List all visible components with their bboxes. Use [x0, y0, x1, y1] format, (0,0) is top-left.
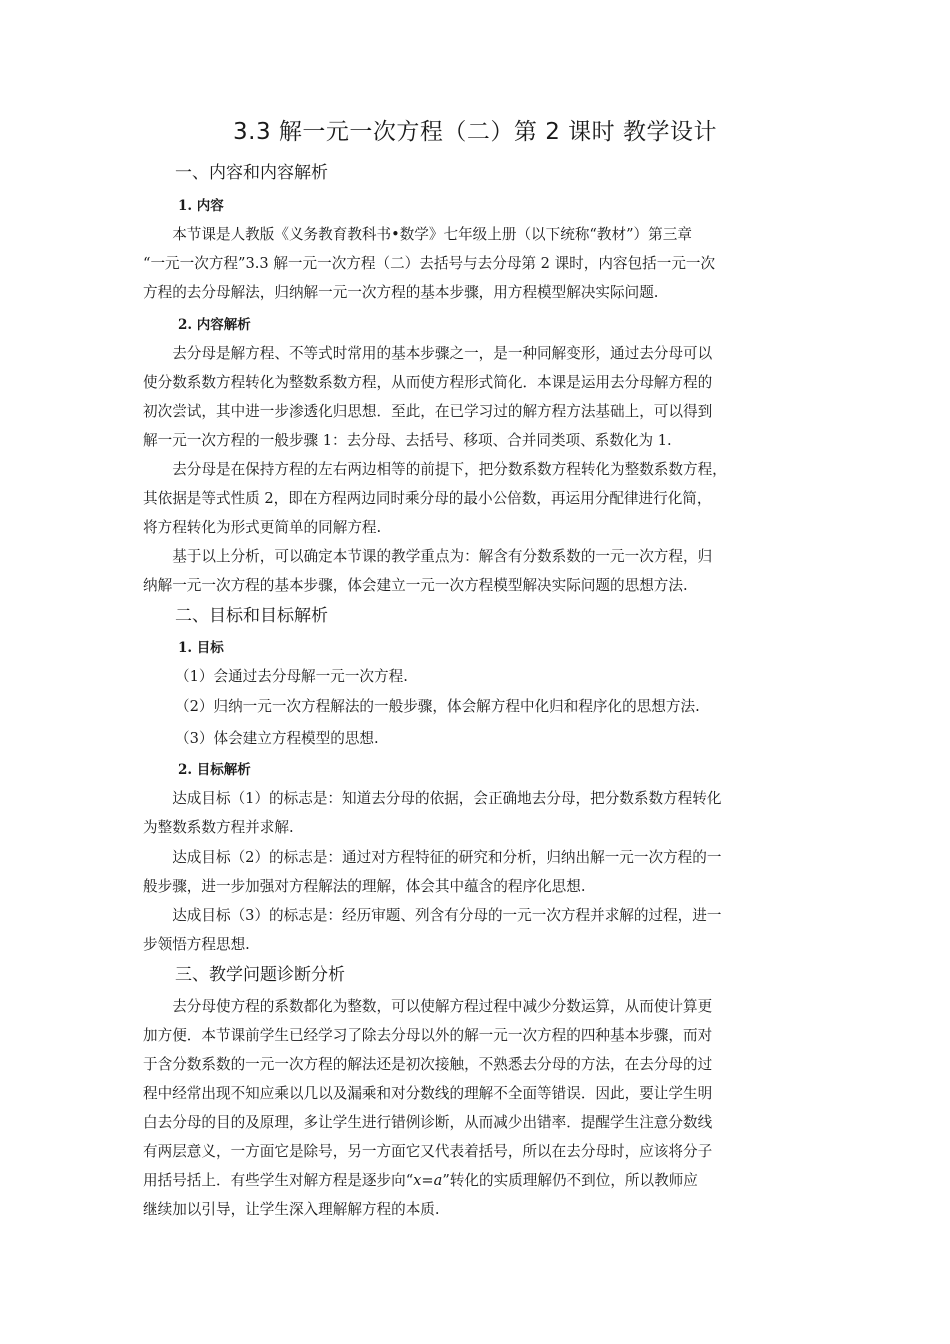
text-line: 其依据是等式性质 2，即在方程两边同时乘分母的最小公倍数，再运用分配律进行化简，	[143, 490, 712, 507]
text-line: 方程的去分母解法，归纳解一元一次方程的基本步骤，用方程模型解决实际问题.	[143, 284, 659, 301]
text-line: 将方程转化为形式更简单的同解方程.	[143, 519, 382, 536]
text-line: 白去分母的目的及原理，多让学生进行错例诊断，从而减少出错率．提醒学生注意分数线	[143, 1114, 713, 1131]
text-line: 本节课是人教版《义务教育教科书•数学》七年级上册（以下统称“教材”）第三章	[172, 226, 692, 243]
subheading-content: 1. 内容	[178, 198, 224, 214]
text-line: 初次尝试，其中进一步渗透化归思想．至此，在已学习过的解方程方法基础上，可以得到	[143, 403, 713, 420]
text-line: 达成目标（2）的标志是：通过对方程特征的研究和分析，归纳出解一元一次方程的一	[172, 849, 722, 866]
text-line: 达成目标（3）的标志是：经历审题、列含有分母的一元一次方程并求解的过程，进一	[172, 907, 722, 924]
text-line: 为整数系数方程并求解.	[143, 819, 294, 836]
subheading-goal-analysis: 2. 目标解析	[178, 762, 251, 778]
text-line: 有两层意义，一方面它是除号，另一方面它又代表着括号，所以在去分母时，应该将分子	[143, 1143, 713, 1160]
page-title: 3.3 解一元一次方程（二）第 2 课时 教学设计	[233, 119, 717, 145]
text-line: 于含分数系数的一元一次方程的解法还是初次接触，不熟悉去分母的方法，在去分母的过	[143, 1056, 713, 1073]
text-line: 加方便．本节课前学生已经学习了除去分母以外的解一元一次方程的四种基本步骤，而对	[143, 1027, 713, 1044]
subheading-goals: 1. 目标	[178, 640, 224, 656]
text-line: “一元一次方程”3.3 解一元一次方程（二）去括号与去分母第 2 课时，内容包括一元一次	[143, 255, 716, 272]
goal-item: （1）会通过去分母解一元一次方程.	[175, 668, 408, 685]
goal-analysis-paragraph-1	[143, 784, 815, 842]
content-paragraph	[143, 220, 815, 307]
text-segment: ”转化的实质理解仍不到位，所以教师应	[442, 1172, 698, 1189]
text-line: 程中经常出现不知应乘以几以及漏乘和对分数线的理解不全面等错误．因此，要让学生明	[143, 1085, 713, 1102]
diagnosis-paragraph	[143, 992, 815, 1224]
text-line: 继续加以引导，让学生深入理解解方程的本质.	[143, 1201, 440, 1218]
text-line: 达成目标（1）的标志是：知道去分母的依据，会正确地去分母，把分数系数方程转化	[172, 790, 722, 807]
math-variable-a: a	[433, 1172, 443, 1189]
section-heading-content: 一、内容和内容解析	[175, 163, 328, 183]
text-line: 去分母是在保持方程的左右两边相等的前提下，把分数系数方程转化为整数系数方程，	[172, 461, 727, 478]
text-line: 去分母使方程的系数都化为整数，可以使解方程过程中减少分数运算，从而使计算更	[172, 998, 713, 1015]
goal-item: （2）归纳一元一次方程解法的一般步骤，体会解方程中化归和程序化的思想方法.	[175, 698, 700, 715]
text-segment: 用括号括上．有些学生对解方程是逐步向“	[143, 1172, 414, 1189]
content-analysis-paragraph-2	[143, 455, 815, 542]
text-line: 解一元一次方程的一般步骤 1：去分母、去括号、移项、合并同类项、系数化为 1.	[143, 432, 672, 449]
goal-analysis-paragraph-3	[143, 901, 815, 959]
text-line: 使分数系数方程转化为整数系数方程，从而使方程形式简化．本课是运用去分母解方程的	[143, 374, 713, 391]
text-line: 去分母是解方程、不等式时常用的基本步骤之一，是一种同解变形，通过去分母可以	[172, 345, 713, 362]
goal-analysis-paragraph-2	[143, 843, 815, 901]
section-heading-goals: 二、目标和目标解析	[175, 606, 328, 626]
text-line: 般步骤，进一步加强对方程解法的理解，体会其中蕴含的程序化思想.	[143, 878, 586, 895]
section-heading-diagnosis: 三、教学问题诊断分析	[175, 965, 345, 985]
math-equals: =	[421, 1172, 434, 1189]
text-line: 基于以上分析，可以确定本节课的教学重点为：解含有分数系数的一元一次方程，归	[172, 548, 713, 565]
content-analysis-paragraph-1	[143, 339, 815, 455]
text-line	[114, 1166, 815, 1195]
content-analysis-paragraph-3	[143, 542, 815, 600]
goal-item: （3）体会建立方程模型的思想.	[175, 730, 379, 747]
text-line: 纳解一元一次方程的基本步骤，体会建立一元一次方程模型解决实际问题的思想方法.	[143, 577, 688, 594]
subheading-content-analysis: 2. 内容解析	[178, 317, 251, 333]
math-variable-x: x	[413, 1172, 422, 1189]
text-line: 步领悟方程思想.	[143, 936, 250, 953]
